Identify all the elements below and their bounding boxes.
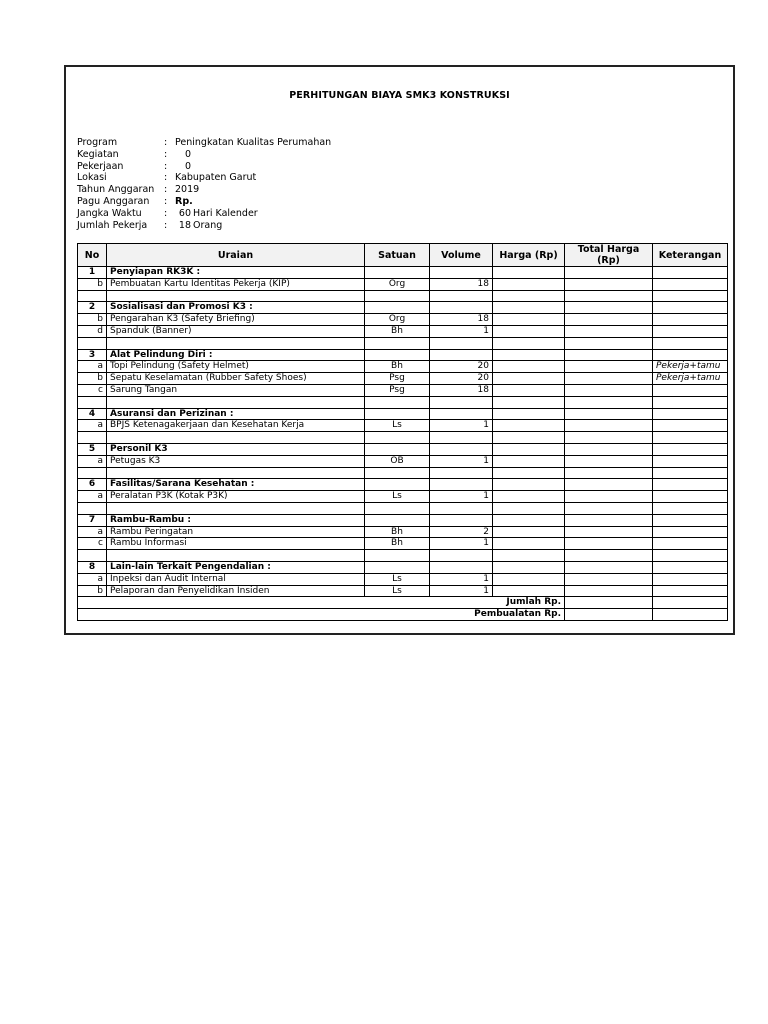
- row-no: 3: [78, 349, 107, 361]
- row-volume: 20: [430, 373, 493, 385]
- empty-cell: [365, 561, 430, 573]
- col-header-keterangan: Keterangan: [653, 244, 728, 267]
- row-total: [565, 278, 653, 290]
- item-row: [78, 420, 728, 432]
- total-row: [78, 597, 728, 609]
- row-uraian: Spanduk (Banner): [107, 325, 365, 337]
- empty-cell: [78, 396, 107, 408]
- row-no: a: [78, 361, 107, 373]
- blank-row: [78, 550, 728, 562]
- row-volume: 1: [430, 325, 493, 337]
- empty-cell: [653, 479, 728, 491]
- empty-cell: [78, 290, 107, 302]
- empty-cell: [565, 467, 653, 479]
- total-label: Jumlah Rp.: [78, 597, 565, 609]
- empty-cell: [565, 349, 653, 361]
- row-volume: 1: [430, 538, 493, 550]
- empty-cell: [493, 514, 565, 526]
- row-harga: [493, 373, 565, 385]
- info-value: 18: [178, 219, 191, 231]
- empty-cell: [365, 396, 430, 408]
- row-harga: [493, 455, 565, 467]
- rounding-label: Pembualatan Rp.: [78, 609, 565, 621]
- info-suffix: Hari Kalender: [193, 207, 258, 219]
- col-header-no: No: [78, 244, 107, 267]
- col-header-harga: Harga (Rp): [493, 244, 565, 267]
- info-row: [77, 184, 331, 196]
- empty-cell: [493, 550, 565, 562]
- empty-cell: [365, 302, 430, 314]
- empty-cell: [493, 408, 565, 420]
- empty-cell: [365, 349, 430, 361]
- row-satuan: Psg: [365, 384, 430, 396]
- row-volume: 18: [430, 384, 493, 396]
- empty-cell: [493, 467, 565, 479]
- row-keterangan: [653, 455, 728, 467]
- row-uraian: Pembuatan Kartu Identitas Pekerja (KIP): [107, 278, 365, 290]
- row-volume: 18: [430, 314, 493, 326]
- row-total: [565, 384, 653, 396]
- row-satuan: Bh: [365, 325, 430, 337]
- row-total: [565, 325, 653, 337]
- item-row: [78, 585, 728, 597]
- rounding-value-cell: [565, 609, 653, 621]
- info-label: Lokasi: [77, 172, 107, 184]
- info-label: Jangka Waktu: [77, 207, 142, 219]
- cost-table: [77, 243, 728, 621]
- empty-cell: [493, 479, 565, 491]
- row-satuan: Ls: [365, 491, 430, 503]
- row-keterangan: Pekerja+tamu: [653, 373, 728, 385]
- row-harga: [493, 314, 565, 326]
- row-uraian: BPJS Ketenagakerjaan dan Kesehatan Kerja: [107, 420, 365, 432]
- empty-cell: [653, 267, 728, 279]
- empty-cell: [365, 467, 430, 479]
- empty-cell: [107, 337, 365, 349]
- item-row: [78, 491, 728, 503]
- row-uraian: Rambu Peringatan: [107, 526, 365, 538]
- row-no: a: [78, 455, 107, 467]
- empty-cell: [365, 337, 430, 349]
- row-no: 8: [78, 561, 107, 573]
- empty-cell: [565, 267, 653, 279]
- blank-row: [78, 502, 728, 514]
- empty-cell: [430, 396, 493, 408]
- info-value: Peningkatan Kualitas Perumahan: [175, 137, 332, 148]
- info-label: Jumlah Pekerja: [77, 219, 148, 231]
- row-volume: 1: [430, 573, 493, 585]
- row-harga: [493, 526, 565, 538]
- info-colon: :: [164, 195, 168, 207]
- empty-cell: [653, 432, 728, 444]
- row-harga: [493, 420, 565, 432]
- empty-cell: [78, 432, 107, 444]
- row-satuan: Ls: [365, 420, 430, 432]
- empty-cell: [430, 514, 493, 526]
- empty-cell: [430, 561, 493, 573]
- row-no: 2: [78, 302, 107, 314]
- empty-cell: [365, 267, 430, 279]
- info-colon: :: [164, 160, 168, 172]
- info-value: 2019: [175, 184, 200, 196]
- empty-cell: [107, 396, 365, 408]
- info-row: [77, 220, 331, 232]
- empty-cell: [365, 502, 430, 514]
- empty-cell: [565, 396, 653, 408]
- row-volume: 1: [430, 420, 493, 432]
- info-row: [77, 161, 331, 173]
- row-uraian: Sarung Tangan: [107, 384, 365, 396]
- info-row: [77, 196, 331, 208]
- rounding-ket-cell: [653, 609, 728, 621]
- row-uraian: Petugas K3: [107, 455, 365, 467]
- empty-cell: [430, 443, 493, 455]
- empty-cell: [493, 349, 565, 361]
- document-sheet: [64, 65, 735, 635]
- empty-cell: [365, 479, 430, 491]
- info-colon: :: [164, 172, 168, 184]
- row-harga: [493, 573, 565, 585]
- row-keterangan: [653, 526, 728, 538]
- row-no: b: [78, 278, 107, 290]
- info-colon: :: [164, 148, 168, 160]
- empty-cell: [365, 443, 430, 455]
- row-total: [565, 573, 653, 585]
- col-header-total: Total Harga (Rp): [565, 244, 653, 267]
- empty-cell: [78, 467, 107, 479]
- empty-cell: [653, 290, 728, 302]
- empty-cell: [653, 550, 728, 562]
- row-harga: [493, 585, 565, 597]
- item-row: [78, 573, 728, 585]
- row-no: 7: [78, 514, 107, 526]
- col-header-satuan: Satuan: [365, 244, 430, 267]
- row-uraian: Rambu-Rambu :: [107, 514, 365, 526]
- empty-cell: [493, 267, 565, 279]
- empty-cell: [430, 432, 493, 444]
- empty-cell: [653, 349, 728, 361]
- row-total: [565, 526, 653, 538]
- empty-cell: [653, 467, 728, 479]
- row-no: d: [78, 325, 107, 337]
- row-no: c: [78, 384, 107, 396]
- row-harga: [493, 384, 565, 396]
- row-satuan: Ls: [365, 585, 430, 597]
- empty-cell: [107, 290, 365, 302]
- info-colon: :: [164, 207, 168, 219]
- info-colon: :: [164, 219, 168, 231]
- row-satuan: OB: [365, 455, 430, 467]
- empty-cell: [493, 432, 565, 444]
- row-volume: 2: [430, 526, 493, 538]
- row-keterangan: [653, 585, 728, 597]
- row-no: c: [78, 538, 107, 550]
- info-value: 0: [184, 160, 191, 172]
- empty-cell: [565, 561, 653, 573]
- empty-cell: [565, 290, 653, 302]
- document-title: PERHITUNGAN BIAYA SMK3 KONSTRUKSI: [289, 90, 510, 101]
- empty-cell: [430, 337, 493, 349]
- row-no: b: [78, 373, 107, 385]
- row-satuan: Bh: [365, 526, 430, 538]
- row-keterangan: Pekerja+tamu: [653, 361, 728, 373]
- info-suffix: Orang: [193, 219, 223, 231]
- empty-cell: [493, 337, 565, 349]
- empty-cell: [365, 432, 430, 444]
- row-volume: 1: [430, 491, 493, 503]
- empty-cell: [493, 443, 565, 455]
- row-satuan: Org: [365, 314, 430, 326]
- empty-cell: [365, 408, 430, 420]
- item-row: [78, 373, 728, 385]
- empty-cell: [430, 479, 493, 491]
- empty-cell: [365, 290, 430, 302]
- empty-cell: [565, 302, 653, 314]
- row-uraian: Lain-lain Terkait Pengendalian :: [107, 561, 365, 573]
- info-row: [77, 208, 331, 220]
- row-total: [565, 373, 653, 385]
- info-row: [77, 137, 331, 149]
- row-keterangan: [653, 325, 728, 337]
- row-satuan: Ls: [365, 573, 430, 585]
- info-colon: :: [164, 184, 168, 196]
- row-uraian: Sepatu Keselamatan (Rubber Safety Shoes): [107, 373, 365, 385]
- row-satuan: Bh: [365, 361, 430, 373]
- row-uraian: Penyiapan RK3K :: [107, 267, 365, 279]
- item-row: [78, 526, 728, 538]
- info-label: Pekerjaan: [77, 160, 124, 172]
- row-satuan: Org: [365, 278, 430, 290]
- row-uraian: Rambu Informasi: [107, 538, 365, 550]
- empty-cell: [78, 550, 107, 562]
- row-total: [565, 585, 653, 597]
- row-volume: 1: [430, 455, 493, 467]
- empty-cell: [565, 502, 653, 514]
- section-row: [78, 514, 728, 526]
- row-total: [565, 361, 653, 373]
- row-satuan: Psg: [365, 373, 430, 385]
- item-row: [78, 314, 728, 326]
- row-no: 1: [78, 267, 107, 279]
- empty-cell: [653, 514, 728, 526]
- row-uraian: Personil K3: [107, 443, 365, 455]
- row-keterangan: [653, 420, 728, 432]
- info-row: [77, 149, 331, 161]
- row-no: 5: [78, 443, 107, 455]
- item-row: [78, 538, 728, 550]
- empty-cell: [430, 267, 493, 279]
- row-uraian: Sosialisasi dan Promosi K3 :: [107, 302, 365, 314]
- row-keterangan: [653, 278, 728, 290]
- item-row: [78, 325, 728, 337]
- empty-cell: [653, 443, 728, 455]
- row-volume: 1: [430, 585, 493, 597]
- empty-cell: [107, 467, 365, 479]
- row-total: [565, 455, 653, 467]
- empty-cell: [430, 302, 493, 314]
- row-uraian: Topi Pelindung (Safety Helmet): [107, 361, 365, 373]
- project-info: [77, 137, 331, 231]
- row-no: a: [78, 526, 107, 538]
- total-value-cell: [565, 597, 653, 609]
- total-ket-cell: [653, 597, 728, 609]
- col-header-volume: Volume: [430, 244, 493, 267]
- row-no: 6: [78, 479, 107, 491]
- empty-cell: [565, 337, 653, 349]
- row-harga: [493, 325, 565, 337]
- row-no: b: [78, 314, 107, 326]
- info-label: Kegiatan: [77, 148, 119, 160]
- empty-cell: [430, 467, 493, 479]
- empty-cell: [430, 408, 493, 420]
- row-keterangan: [653, 538, 728, 550]
- rounding-row: [78, 609, 728, 621]
- row-no: 4: [78, 408, 107, 420]
- empty-cell: [653, 408, 728, 420]
- row-harga: [493, 278, 565, 290]
- empty-cell: [493, 396, 565, 408]
- empty-cell: [365, 514, 430, 526]
- empty-cell: [653, 302, 728, 314]
- row-uraian: Asuransi dan Perizinan :: [107, 408, 365, 420]
- empty-cell: [430, 502, 493, 514]
- empty-cell: [493, 302, 565, 314]
- empty-cell: [653, 396, 728, 408]
- info-value: 0: [184, 148, 191, 160]
- info-label: Program: [77, 137, 118, 148]
- row-keterangan: [653, 491, 728, 503]
- row-satuan: Bh: [365, 538, 430, 550]
- row-harga: [493, 538, 565, 550]
- info-label: Pagu Anggaran: [77, 195, 150, 207]
- section-row: [78, 302, 728, 314]
- row-keterangan: [653, 384, 728, 396]
- empty-cell: [565, 432, 653, 444]
- info-value: Rp.: [175, 195, 193, 207]
- section-row: [78, 479, 728, 491]
- info-colon: :: [164, 137, 168, 148]
- empty-cell: [653, 337, 728, 349]
- empty-cell: [493, 290, 565, 302]
- row-no: a: [78, 573, 107, 585]
- empty-cell: [493, 502, 565, 514]
- row-no: b: [78, 585, 107, 597]
- row-total: [565, 491, 653, 503]
- row-uraian: Peralatan P3K (Kotak P3K): [107, 491, 365, 503]
- row-volume: 20: [430, 361, 493, 373]
- info-value: Kabupaten Garut: [175, 172, 257, 184]
- section-row: [78, 267, 728, 279]
- row-keterangan: [653, 573, 728, 585]
- empty-cell: [430, 349, 493, 361]
- section-row: [78, 561, 728, 573]
- row-total: [565, 314, 653, 326]
- section-row: [78, 408, 728, 420]
- blank-row: [78, 396, 728, 408]
- empty-cell: [565, 443, 653, 455]
- col-header-uraian: Uraian: [107, 244, 365, 267]
- empty-cell: [565, 550, 653, 562]
- empty-cell: [653, 502, 728, 514]
- row-uraian: Alat Pelindung Diri :: [107, 349, 365, 361]
- empty-cell: [107, 550, 365, 562]
- item-row: [78, 455, 728, 467]
- item-row: [78, 361, 728, 373]
- blank-row: [78, 337, 728, 349]
- row-volume: 18: [430, 278, 493, 290]
- empty-cell: [107, 432, 365, 444]
- row-uraian: Pengarahan K3 (Safety Briefing): [107, 314, 365, 326]
- row-uraian: Inpeksi dan Audit Internal: [107, 573, 365, 585]
- empty-cell: [107, 502, 365, 514]
- empty-cell: [430, 550, 493, 562]
- row-uraian: Fasilitas/Sarana Kesehatan :: [107, 479, 365, 491]
- empty-cell: [565, 514, 653, 526]
- info-row: [77, 172, 331, 184]
- row-keterangan: [653, 314, 728, 326]
- empty-cell: [565, 408, 653, 420]
- row-no: a: [78, 420, 107, 432]
- empty-cell: [430, 290, 493, 302]
- info-value: 60: [178, 207, 191, 219]
- empty-cell: [78, 502, 107, 514]
- row-no: a: [78, 491, 107, 503]
- empty-cell: [653, 561, 728, 573]
- section-row: [78, 349, 728, 361]
- blank-row: [78, 467, 728, 479]
- empty-cell: [365, 550, 430, 562]
- row-total: [565, 538, 653, 550]
- row-uraian: Pelaporan dan Penyelidikan Insiden: [107, 585, 365, 597]
- info-label: Tahun Anggaran: [77, 184, 155, 196]
- section-row: [78, 443, 728, 455]
- row-harga: [493, 361, 565, 373]
- table-header-row: [78, 244, 728, 267]
- blank-row: [78, 290, 728, 302]
- empty-cell: [565, 479, 653, 491]
- row-harga: [493, 491, 565, 503]
- item-row: [78, 384, 728, 396]
- blank-row: [78, 432, 728, 444]
- item-row: [78, 278, 728, 290]
- empty-cell: [493, 561, 565, 573]
- empty-cell: [78, 337, 107, 349]
- row-total: [565, 420, 653, 432]
